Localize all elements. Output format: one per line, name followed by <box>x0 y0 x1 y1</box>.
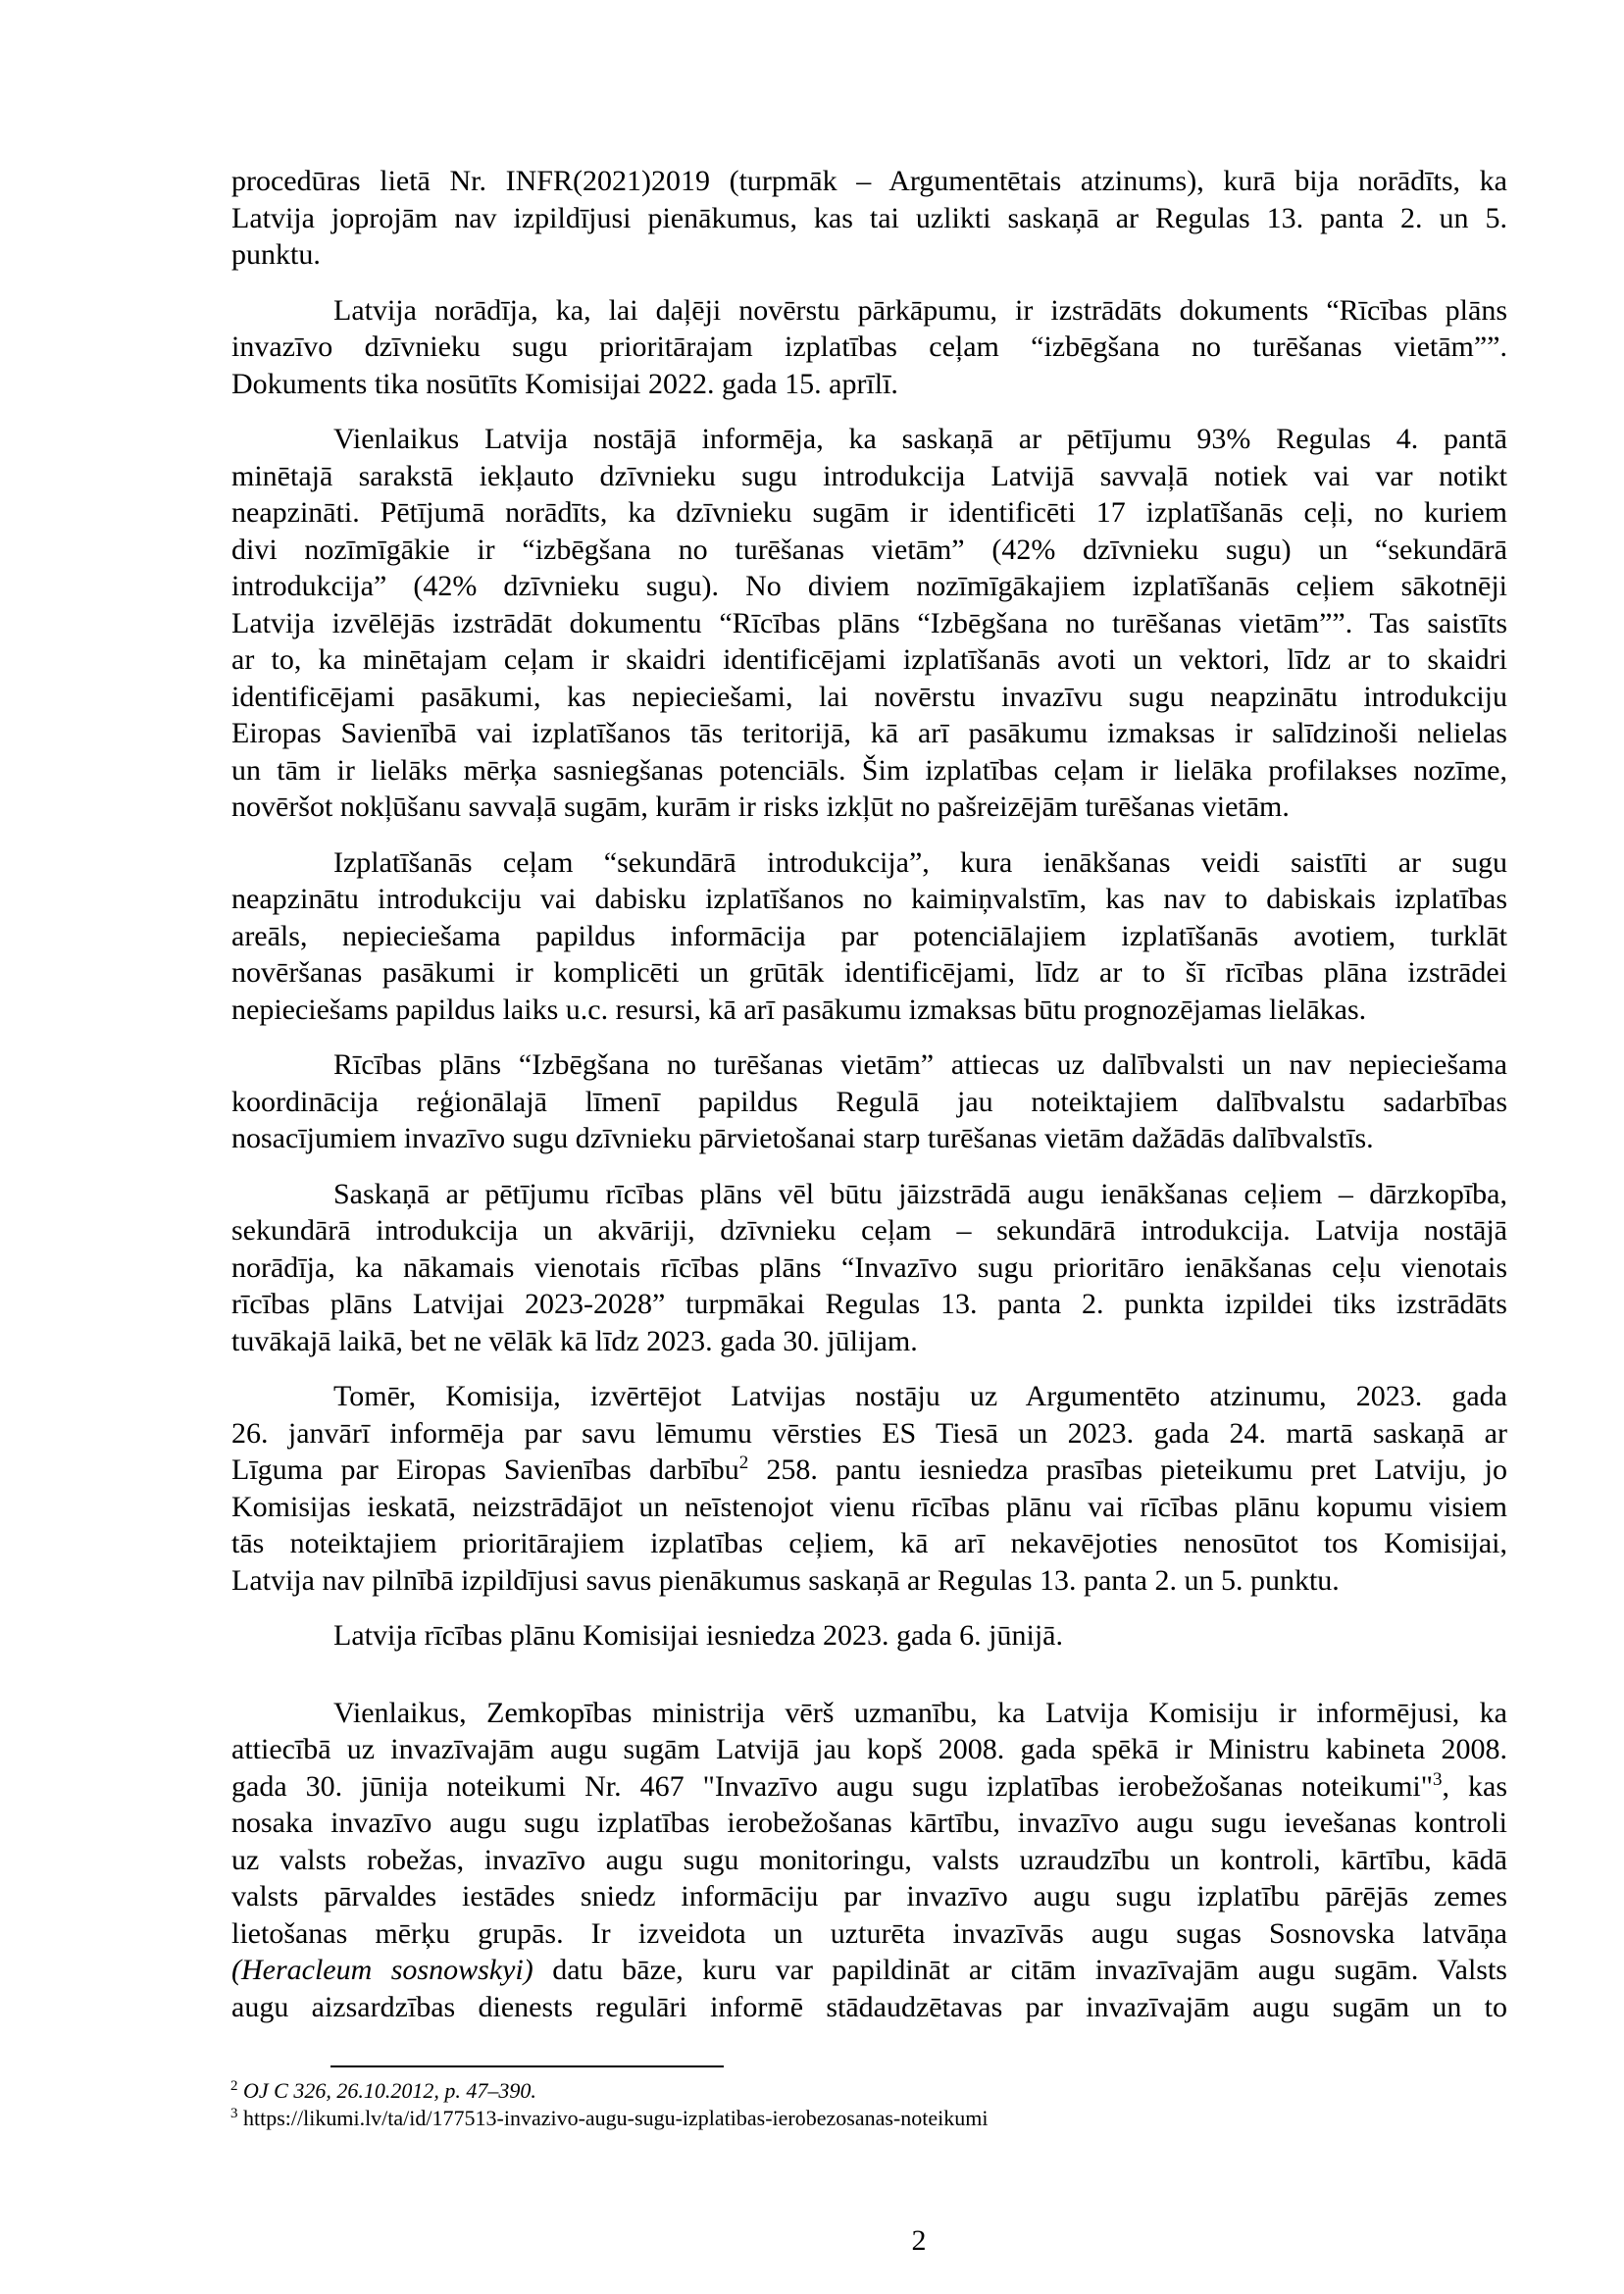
footnote-text: OJ C 326, 26.10.2012, p. 47–390. <box>243 2078 536 2103</box>
paragraph <box>231 1046 1507 1157</box>
paragraph <box>231 1617 1507 1655</box>
text-line: Latvija izvēlējās izstrādāt dokumentu “Rīcības plāns “Izbēgšana no turēšanas vietām””. Tas saistīts <box>231 606 1507 639</box>
text-line: Vienlaikus Latvija nostājā informēja, ka saskaņā ar pētījumu 93% Regulas 4. pantā <box>333 423 1507 455</box>
footnote-mark: 3 <box>230 2106 238 2121</box>
italic-text: (Heracleum sosnowskyi) <box>231 1954 533 1986</box>
text-line <box>231 1452 1507 1489</box>
text-line: Eiropas Savienībā vai izplatīšanos tās teritorijā, kā arī pasākumu izmaksas ir salīdzinoši nelielas <box>231 717 1507 749</box>
footnote-link[interactable]: https://likumi.lv/ta/id/177513-invazivo-augu-sugu-izplatibas-ierobezosanas-noteikumi <box>243 2106 989 2130</box>
text-line: tuvākajā laikā, bet ne vēlāk kā līdz 2023. gada 30. jūlijam. <box>231 1324 918 1357</box>
text-line: divi nozīmīgākie ir “izbēgšana no turēšanas vietām” (42% dzīvnieku sugu) un “sekundārā <box>231 533 1507 566</box>
text-line: tās noteiktajiem prioritārajiem izplatības ceļiem, kā arī nekavējoties nenosūtot tos Komisijai, <box>231 1527 1507 1559</box>
text-line: novēršot nokļūšanu savvaļā sugām, kurām ir risks izkļūt no pašreizējām turēšanas vietām. <box>231 790 1290 823</box>
text-line <box>231 1768 1507 1806</box>
text-line: nosaka invazīvo augu sugu izplatības ierobežošanas kārtību, invazīvo augu sugu ievešanas kontroli <box>231 1807 1507 1839</box>
text-line: rīcības plāns Latvijai 2023-2028” turpmākai Regulas 13. panta 2. punkta izpildei tiks izstrādāts <box>231 1288 1507 1320</box>
footnote-reference[interactable]: 3 <box>1433 1768 1443 1790</box>
text-line: un tām ir lielāks mērķa sasniegšanas potenciāls. Šim izplatības ceļam ir lielāka profilakses nozīme, <box>231 753 1507 787</box>
text-line: Saskaņā ar pētījumu rīcības plāns vēl būtu jāizstrādā augu ienākšanas ceļiem – dārzkopība, <box>333 1177 1507 1210</box>
footnote-3 <box>230 2105 988 2132</box>
text-line: novēršanas pasākumi ir komplicēti un grūtāk identificējami, līdz ar to šī rīcības plāna izstrādei <box>231 956 1507 989</box>
text-line: sekundārā introdukcija un akvāriji, dzīvnieku ceļam – sekundārā introdukcija. Latvija nostājā <box>231 1214 1507 1247</box>
footnote-separator <box>330 2065 724 2067</box>
text-segment: , kas <box>1442 1769 1507 1803</box>
text-line: areāls, nepieciešama papildus informācija par potenciālajiem izplatīšanās avotiem, turklāt <box>231 919 1507 952</box>
paragraph <box>231 844 1507 1029</box>
text-line: Latvija joprojām nav izpildījusi pienākumus, kas tai uzlikti saskaņā ar Regulas 13. panta 2. un 5. <box>231 201 1507 234</box>
text-line: Komisijas ieskatā, neizstrādājot un neīstenojot vienu rīcības plānu vai rīcības plānu kopumu visiem <box>231 1490 1507 1523</box>
text-line: lietošanas mērķu grupās. Ir izveidota un uzturēta invazīvās augu sugas Sosnovska latvāņa <box>231 1916 1507 1950</box>
text-line: valsts pārvaldes iestādes sniedz informāciju par invazīvo augu sugu izplatību pārējās zemes <box>231 1880 1507 1912</box>
text-line: minētajā sarakstā iekļauto dzīvnieku sugu introdukcija Latvijā savvaļā notiek vai var notikt <box>231 459 1507 492</box>
paragraph <box>231 292 1507 403</box>
footnotes <box>230 2077 988 2132</box>
text-segment: datu bāze, kuru var papildināt ar citām invazīvajām augu sugām. Valsts <box>533 1954 1507 1986</box>
text-line: attiecībā uz invazīvajām augu sugām Latvijā jau kopš 2008. gada spēkā ir Ministru kabineta 2008. <box>231 1733 1507 1765</box>
text-line: invazīvo dzīvnieku sugu prioritārajam izplatības ceļam “izbēgšana no turēšanas vietām””. <box>231 331 1507 363</box>
text-line: punktu. <box>231 238 321 271</box>
paragraph <box>231 163 1507 274</box>
text-line: Latvija norādīja, ka, lai daļēji novērstu pārkāpumu, ir izstrādāts dokuments “Rīcības plāns <box>333 293 1507 327</box>
text-line: identificējami pasākumi, kas nepieciešami, lai novērstu invazīvu sugu neapzinātu introdukciju <box>231 680 1507 713</box>
text-line: 26. janvārī informēja par savu lēmumu vērsties ES Tiesā un 2023. gada 24. martā saskaņā ar <box>231 1416 1507 1450</box>
text-line: Latvija nav pilnībā izpildījusi savus pienākumus saskaņā ar Regulas 13. panta 2. un 5. punktu. <box>231 1563 1340 1597</box>
page-number: 2 <box>911 2224 927 2257</box>
text-line: Vienlaikus, Zemkopības ministrija vērš uzmanību, ka Latvija Komisiju ir informējusi, ka <box>333 1696 1507 1729</box>
paragraph <box>231 1695 1507 2026</box>
footnote-mark: 2 <box>230 2078 238 2094</box>
text-line: Rīcības plāns “Izbēgšana no turēšanas vietām” attiecas uz dalībvalsti un nav nepieciešama <box>333 1048 1507 1081</box>
text-line: nepieciešams papildus laiks u.c. resursi, kā arī pasākumu izmaksas būtu prognozējamas lielākas. <box>231 993 1367 1026</box>
text-line: introdukcija” (42% dzīvnieku sugu). No diviem nozīmīgākajiem izplatīšanās ceļiem sākotnēji <box>231 570 1507 602</box>
text-line: ar to, ka minētajam ceļam ir skaidri identificējami izplatīšanās avoti un vektori, līdz ar to skaidri <box>231 643 1507 676</box>
text-line: neapzināti. Pētījumā norādīts, ka dzīvnieku sugām ir identificēti 17 izplatīšanās ceļi, no kuriem <box>231 496 1507 529</box>
text-line: Dokuments tika nosūtīts Komisijai 2022. gada 15. aprīlī. <box>231 367 898 400</box>
text-line: procedūras lietā Nr. INFR(2021)2019 (turpmāk – Argumentētais atzinums), kurā bija norādīts, ka <box>231 165 1507 197</box>
paragraph <box>231 1176 1507 1360</box>
paragraph <box>231 1378 1507 1599</box>
text-segment: 258. pantu iesniedza prasības pieteikumu pret Latviju, jo <box>748 1453 1508 1486</box>
text-line: uz valsts robežas, invazīvo augu sugu monitoringu, valsts uzraudzību un kontroli, kārtību, kādā <box>231 1843 1507 1876</box>
text-line <box>231 1952 1507 1989</box>
text-line: Tomēr, Komisija, izvērtējot Latvijas nostāju uz Argumentēto atzinumu, 2023. gada <box>333 1380 1507 1412</box>
text-line: Latvija rīcības plānu Komisijai iesniedza 2023. gada 6. jūnijā. <box>333 1619 1063 1652</box>
paragraph <box>231 421 1507 826</box>
text-line: neapzinātu introdukciju vai dabisku izplatīšanos no kaimiņvalstīm, kas nav to dabiskais izplatības <box>231 883 1507 915</box>
footnote-reference[interactable]: 2 <box>738 1453 749 1473</box>
text-line: Izplatīšanās ceļam “sekundārā introdukcija”, kura ienākšanas veidi saistīti ar sugu <box>333 845 1507 879</box>
text-line: augu aizsardzības dienests regulāri informē stādaudzētavas par invazīvajām augu sugām un to <box>231 1990 1507 2023</box>
text-segment: gada 30. jūnija noteikumi Nr. 467 "Invazīvo augu sugu izplatības ierobežošanas noteikumi" <box>231 1769 1433 1803</box>
text-line: norādīja, ka nākamais vienotais rīcības plāns “Invazīvo sugu prioritāro ienākšanas ceļu vienotais <box>231 1250 1507 1284</box>
document-body <box>231 163 1507 2044</box>
footnote-2 <box>230 2077 988 2105</box>
text-segment: Līguma par Eiropas Savienības darbību <box>231 1453 739 1486</box>
text-line: koordinācija reģionālajā līmenī papildus Regulā jau noteiktajiem dalībvalstu sadarbības <box>231 1085 1507 1118</box>
text-line: nosacījumiem invazīvo sugu dzīvnieku pārvietošanai starp turēšanas vietām dažādās dalībvalstīs. <box>231 1122 1374 1154</box>
